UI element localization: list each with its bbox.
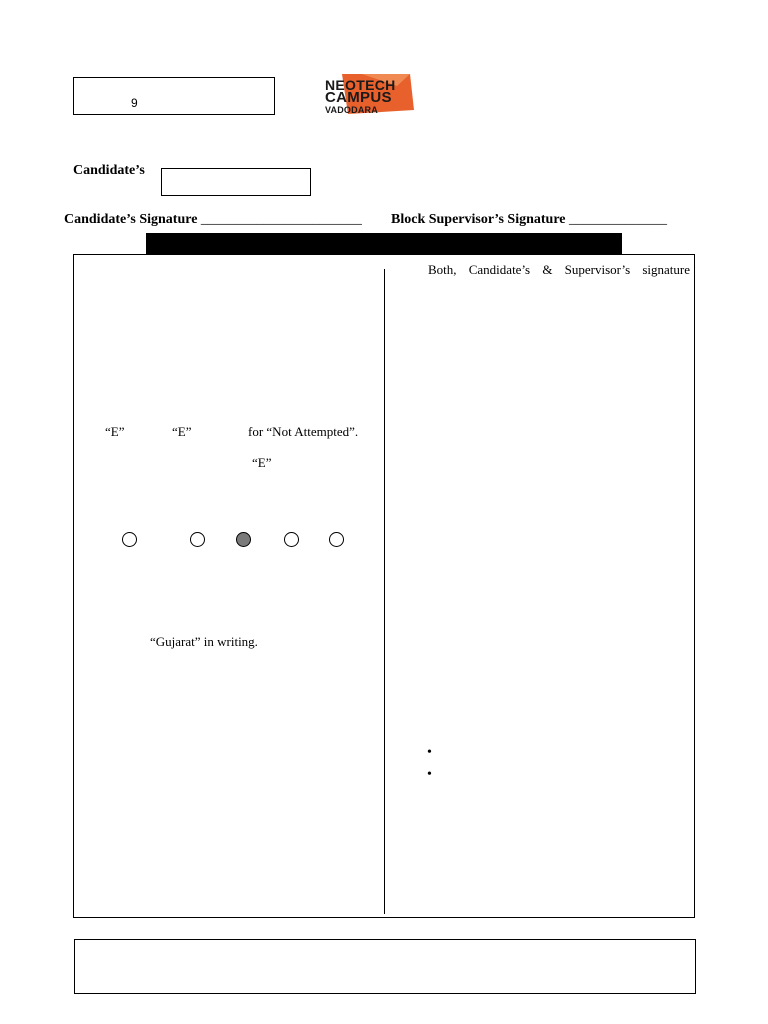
candidate-signature-label: Candidate’s Signature xyxy=(64,212,198,227)
answer-bubble-e xyxy=(329,532,344,547)
answer-bubble-d xyxy=(284,532,299,547)
roll-number-value: 9 xyxy=(131,96,138,110)
candidate-signature-line[interactable]: _______________________ xyxy=(200,212,362,227)
not-attempted-text: for “Not Attempted”. xyxy=(248,424,359,439)
answer-bubble-b xyxy=(190,532,205,547)
e-quote-1: “E” xyxy=(105,424,125,439)
instructions-banner xyxy=(146,233,622,255)
answer-bubble-c xyxy=(236,532,251,547)
bottom-box xyxy=(74,939,696,994)
candidate-input-box[interactable] xyxy=(161,168,311,196)
bullet-2: • xyxy=(427,767,432,782)
e-quote-3: “E” xyxy=(252,455,272,470)
signature-row xyxy=(64,212,362,228)
supervisor-signature-row xyxy=(391,212,667,228)
candidate-label: Candidate’s xyxy=(73,163,145,178)
logo-line-3: VADODARA xyxy=(325,105,378,115)
logo-line-2: CAMPUS xyxy=(325,89,392,106)
right-column-top-text: Both, Candidate’s & Supervisor’s signature xyxy=(428,262,690,277)
gujarat-text: “Gujarat” in writing. xyxy=(150,634,258,649)
bullet-1: • xyxy=(427,745,432,760)
column-divider xyxy=(384,269,385,914)
e-quote-2: “E” xyxy=(172,424,192,439)
answer-bubble-a xyxy=(122,532,137,547)
logo-line-1: NEOTECH xyxy=(325,77,396,93)
supervisor-signature-label: Block Supervisor’s Signature xyxy=(391,212,566,227)
supervisor-signature-line[interactable]: ______________ xyxy=(569,212,667,227)
roll-number-box xyxy=(73,77,275,115)
neotech-campus-logo xyxy=(322,72,417,117)
